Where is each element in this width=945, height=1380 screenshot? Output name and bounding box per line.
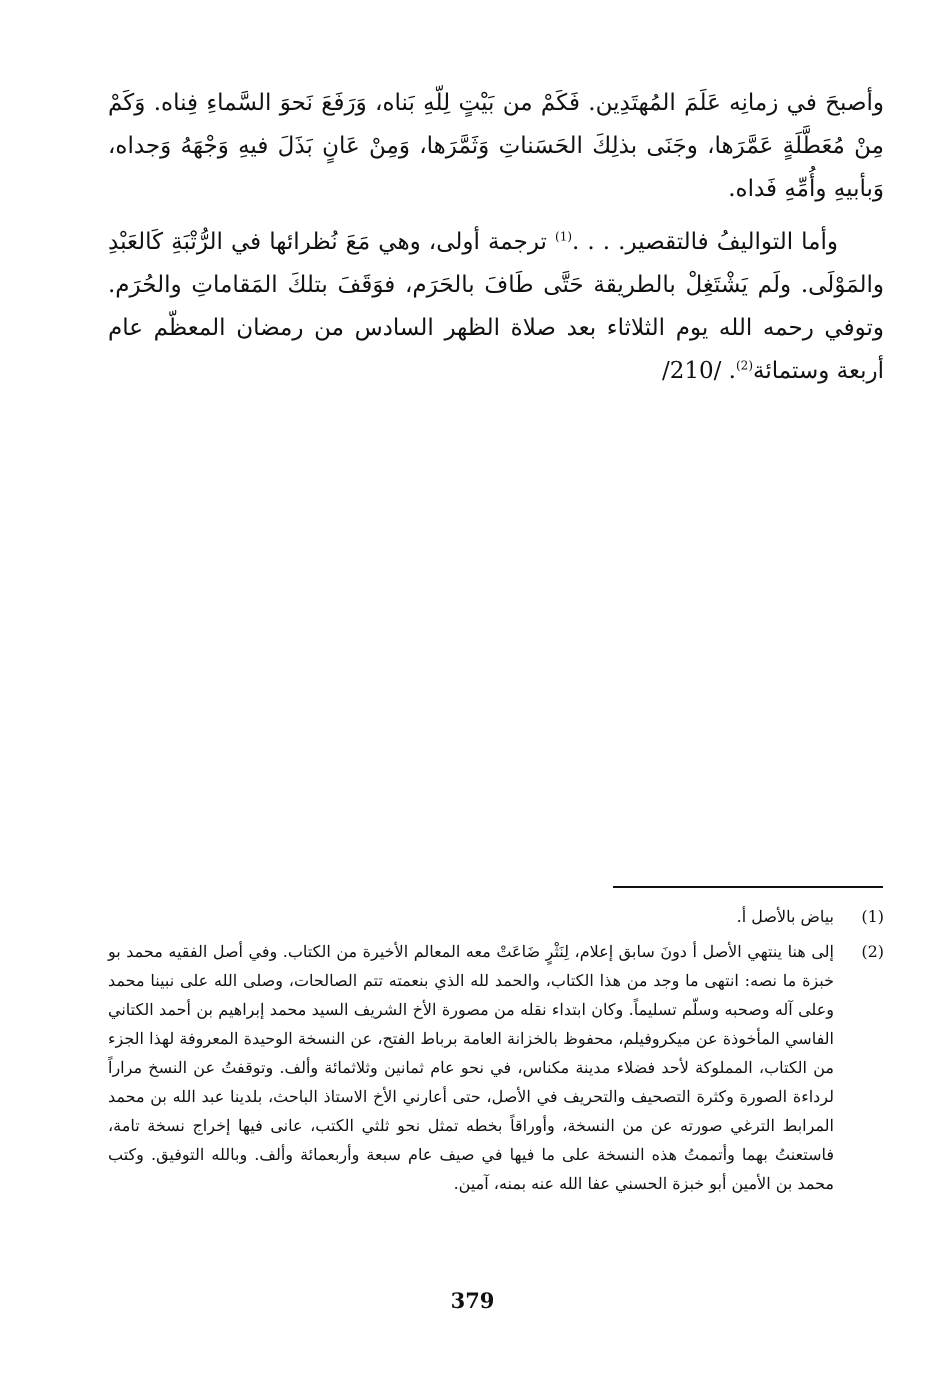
paragraph-2 — [108, 221, 884, 393]
manuscript-page-reference: /210/ — [661, 358, 722, 384]
footnote-1 — [108, 902, 884, 931]
footnote-text: إلى هنا ينتهي الأصل أ دونَ سابق إعلام، لِنَثْرٍ ضَاعَتْ معه المعالم الأخيرة من الكتاب. وفي أصل الفقيه محمد بو خبزة ما نصه: انتهى ما وجد من هذا الكتاب، والحمد لله الذي بنعمته تتم الصالحات، وصلى الله على نبينا محمد وعلى آله وصحبه وسلّم تسليماً. وكان ابتداء نقله من مصورة الأخ الشريف السيد محمد إبراهيم بن أحمد الكتاني الفاسي المأخوذة عن ميكروفيلم، محفوظ بالخزانة العامة برباط الفتح، عن النسخة الوحيدة المعروفة لهذا الجزء من الكتاب، المملوكة لأحد فضلاء مدينة مكناس، في نحو عام ثمانين وثلاثمائة وألف. وتوقفتُ عن النسخ مراراً لرداءة الصورة وكثرة التصحيف والتحريف في الأصل، حتى أعارني الأخ الاستاذ الباحث، بلدينا عبد الله بن محمد المرابط الترغي صورته عن من النسخة، وأوراقاً بخطه تمثل نحو ثلثي الكتب، عانى فيها إخراج نسخة تامة، فاستعنتُ بهما وأتممتُ هذه النسخة على ما فيها في صيف عام سبعة وأربعمائة وألف. وبالله التوفيق. وكتب محمد بن الأمين أبو خبزة الحسني عفا الله عنه بمنه، آمين. — [108, 942, 834, 1193]
paragraph-2-period: . — [728, 358, 736, 384]
footnote-ref-2: (2) — [735, 358, 753, 373]
paragraph-1: وأصبحَ في زمانِه عَلَمَ المُهتَدِين. فَكَمْ من بَيْتٍ لِلّهِ بَناه، وَرَفَعَ نَحوَ السَّماءِ فِناه. وَكَمْ مِنْ مُعَطَّلَةٍ عَمَّرَها، وجَنَى بذلِكَ الحَسَناتِ وَثَمَّرَها، وَمِنْ عَانٍ بَذَلَ فيهِ وَجْهَهُ وَجداه، وَبأبيهِ وأُمِّهِ فَداه. — [108, 90, 884, 202]
footnote-number: (1) — [861, 907, 884, 926]
paragraph-2-opening: وأما التواليفُ فالتقصير. . . . — [572, 229, 839, 255]
footnotes — [108, 902, 884, 1204]
footnote-text: بياض بالأصل أ. — [736, 907, 834, 926]
footnote-divider — [613, 886, 883, 888]
footnote-2 — [108, 937, 884, 1198]
paragraph-2-body: ترجمة أولى، وهي مَعَ نُظرائها في الرُّتْبَةِ كَالعَبْدِ والمَوْلَى. ولَم يَشْتَغِلْ بالطريقة حَتَّى طَافَ بالحَرَم، فوَقَفَ بتلكَ المَقاماتِ والحُرَم. وتوفي رحمه الله يوم الثلاثاء بعد صلاة الظهر السادس من رمضان المعظّم عام أربعة وستمائة — [108, 229, 884, 384]
page-number: 379 — [450, 1288, 495, 1313]
footnote-ref-1: (1) — [555, 229, 573, 244]
main-text — [108, 82, 884, 393]
footnote-number: (2) — [861, 942, 884, 961]
